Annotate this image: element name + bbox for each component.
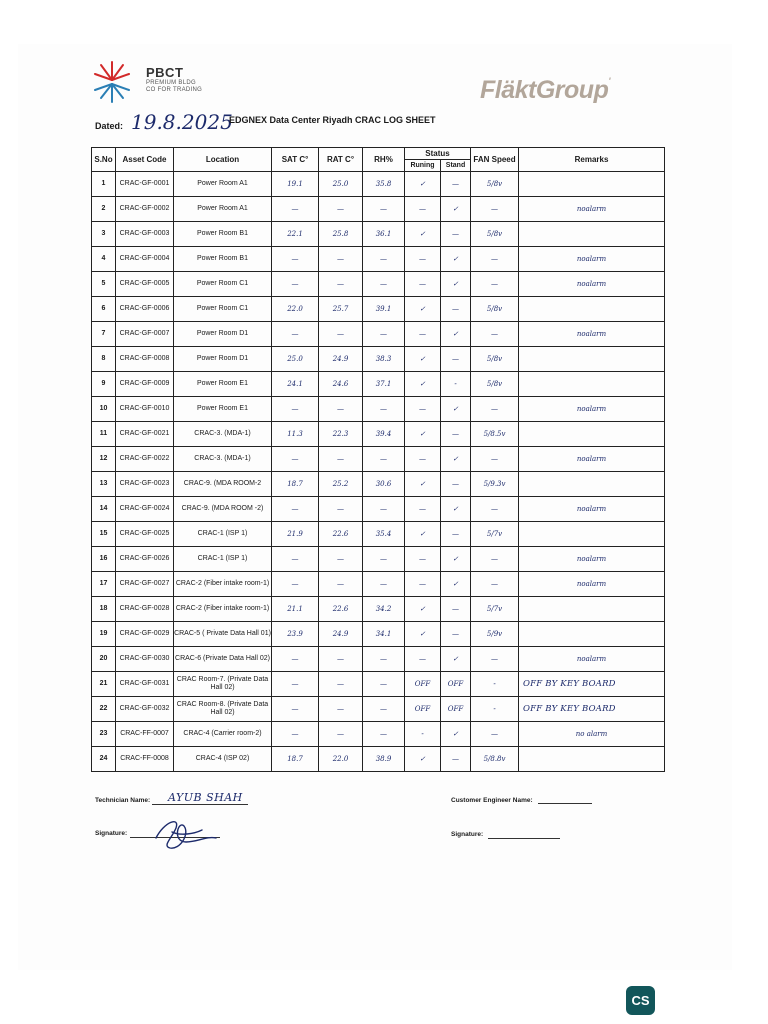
header-location: Location bbox=[174, 148, 272, 172]
cell-remarks bbox=[519, 347, 665, 372]
cell-sat: — bbox=[272, 572, 319, 597]
cell-fan-speed: 5/9v bbox=[471, 622, 519, 647]
cell-asset-code: CRAC-GF-0022 bbox=[116, 447, 174, 472]
cell-asset-code: CRAC-GF-0008 bbox=[116, 347, 174, 372]
cell-sno: 3 bbox=[92, 222, 116, 247]
table-row bbox=[92, 572, 665, 597]
cell-sat: — bbox=[272, 547, 319, 572]
cell-rh: — bbox=[363, 697, 405, 722]
cell-running: ✓ bbox=[405, 297, 441, 322]
cell-location: CRAC-2 (Fiber intake room-1) bbox=[174, 572, 272, 597]
header-running: Runing bbox=[405, 160, 441, 172]
table-row bbox=[92, 597, 665, 622]
cell-fan-speed: 5/8v bbox=[471, 222, 519, 247]
cell-rh: 37.1 bbox=[363, 372, 405, 397]
cell-rat: — bbox=[319, 322, 363, 347]
cell-location: CRAC-4 (Carrier room-2) bbox=[174, 722, 272, 747]
table-row bbox=[92, 497, 665, 522]
cell-sno: 17 bbox=[92, 572, 116, 597]
cell-location: Power Room D1 bbox=[174, 322, 272, 347]
table-row bbox=[92, 422, 665, 447]
cell-sno: 2 bbox=[92, 197, 116, 222]
table-row bbox=[92, 447, 665, 472]
cell-rat: — bbox=[319, 397, 363, 422]
cell-running: — bbox=[405, 572, 441, 597]
customer-engineer-line bbox=[538, 803, 592, 804]
cell-location: Power Room C1 bbox=[174, 272, 272, 297]
cell-stand: — bbox=[441, 747, 471, 772]
cell-stand: ✓ bbox=[441, 322, 471, 347]
table-row bbox=[92, 322, 665, 347]
cell-sno: 5 bbox=[92, 272, 116, 297]
cell-rh: — bbox=[363, 447, 405, 472]
cell-sno: 13 bbox=[92, 472, 116, 497]
cell-remarks: noalarm bbox=[519, 497, 665, 522]
cell-stand: ✓ bbox=[441, 197, 471, 222]
cell-rat: 24.9 bbox=[319, 622, 363, 647]
cell-location: Power Room D1 bbox=[174, 347, 272, 372]
cell-stand: ✓ bbox=[441, 447, 471, 472]
cell-remarks bbox=[519, 622, 665, 647]
cell-fan-speed: — bbox=[471, 647, 519, 672]
cell-sat: 25.0 bbox=[272, 347, 319, 372]
cell-rat: 22.3 bbox=[319, 422, 363, 447]
cell-fan-speed: 5/8.5v bbox=[471, 422, 519, 447]
table-row bbox=[92, 272, 665, 297]
table-row bbox=[92, 697, 665, 722]
cell-sno: 16 bbox=[92, 547, 116, 572]
cell-sat: — bbox=[272, 672, 319, 697]
cell-sno: 22 bbox=[92, 697, 116, 722]
cell-stand: ✓ bbox=[441, 547, 471, 572]
cell-remarks bbox=[519, 597, 665, 622]
technician-name-line bbox=[152, 804, 248, 805]
cell-fan-speed: 5/7v bbox=[471, 597, 519, 622]
cell-rat: 25.2 bbox=[319, 472, 363, 497]
cell-rh: — bbox=[363, 272, 405, 297]
cell-sno: 21 bbox=[92, 672, 116, 697]
cell-stand: - bbox=[441, 372, 471, 397]
technician-signature-label: Signature: bbox=[95, 830, 128, 837]
cell-fan-speed: — bbox=[471, 322, 519, 347]
company-subtitle-2: CO FOR TRADING bbox=[146, 87, 203, 93]
customer-signature-line bbox=[488, 838, 560, 839]
cell-rh: 35.4 bbox=[363, 522, 405, 547]
cell-asset-code: CRAC-GF-0023 bbox=[116, 472, 174, 497]
cell-sno: 4 bbox=[92, 247, 116, 272]
cell-remarks: noalarm bbox=[519, 397, 665, 422]
cell-running: - bbox=[405, 722, 441, 747]
cell-fan-speed: - bbox=[471, 672, 519, 697]
cell-asset-code: CRAC-GF-0003 bbox=[116, 222, 174, 247]
cell-remarks: noalarm bbox=[519, 572, 665, 597]
cell-asset-code: CRAC-GF-0029 bbox=[116, 622, 174, 647]
cell-remarks: noalarm bbox=[519, 447, 665, 472]
cell-location: CRAC-5 ( Private Data Hall 01) bbox=[174, 622, 272, 647]
company-name: PBCT bbox=[146, 65, 184, 80]
cell-running: ✓ bbox=[405, 347, 441, 372]
cell-sat: — bbox=[272, 197, 319, 222]
cell-rh: 36.1 bbox=[363, 222, 405, 247]
sheet-title: EDGNEX Data Center Riyadh CRAC LOG SHEET bbox=[229, 115, 436, 125]
cell-stand: — bbox=[441, 172, 471, 197]
cell-asset-code: CRAC-GF-0010 bbox=[116, 397, 174, 422]
cell-rh: — bbox=[363, 672, 405, 697]
cell-asset-code: CRAC-GF-0027 bbox=[116, 572, 174, 597]
table-row bbox=[92, 397, 665, 422]
cell-rat: — bbox=[319, 247, 363, 272]
cell-fan-speed: — bbox=[471, 397, 519, 422]
table-row bbox=[92, 672, 665, 697]
cell-sno: 10 bbox=[92, 397, 116, 422]
cell-location: CRAC Room-7. (Private Data Hall 02) bbox=[174, 672, 272, 697]
cell-fan-speed: - bbox=[471, 697, 519, 722]
cell-stand: — bbox=[441, 522, 471, 547]
cell-running: — bbox=[405, 397, 441, 422]
technician-signature bbox=[150, 812, 222, 854]
cell-stand: OFF bbox=[441, 697, 471, 722]
cell-rh: 34.2 bbox=[363, 597, 405, 622]
flaktgroup-logo: FläktGroup' bbox=[480, 76, 610, 104]
cell-location: Power Room A1 bbox=[174, 172, 272, 197]
cell-fan-speed: — bbox=[471, 497, 519, 522]
table-header-row bbox=[92, 148, 665, 160]
cell-rat: 22.0 bbox=[319, 747, 363, 772]
cell-location: Power Room E1 bbox=[174, 372, 272, 397]
cell-rh: — bbox=[363, 722, 405, 747]
cell-fan-speed: 5/8.8v bbox=[471, 747, 519, 772]
cell-running: OFF bbox=[405, 672, 441, 697]
cell-stand: ✓ bbox=[441, 397, 471, 422]
cell-fan-speed: 5/8v bbox=[471, 347, 519, 372]
table-row bbox=[92, 522, 665, 547]
cell-location: CRAC-1 (ISP 1) bbox=[174, 522, 272, 547]
cell-asset-code: CRAC-GF-0030 bbox=[116, 647, 174, 672]
cell-stand: ✓ bbox=[441, 722, 471, 747]
header-remarks: Remarks bbox=[519, 148, 665, 172]
cell-rat: — bbox=[319, 497, 363, 522]
cell-sat: — bbox=[272, 272, 319, 297]
cell-stand: — bbox=[441, 472, 471, 497]
cell-location: CRAC-1 (ISP 1) bbox=[174, 547, 272, 572]
cell-fan-speed: 5/7v bbox=[471, 522, 519, 547]
cell-rh: — bbox=[363, 397, 405, 422]
table-row bbox=[92, 297, 665, 322]
cell-asset-code: CRAC-GF-0001 bbox=[116, 172, 174, 197]
cell-remarks: noalarm bbox=[519, 647, 665, 672]
cell-location: CRAC-2 (Fiber intake room-1) bbox=[174, 597, 272, 622]
header-fan-speed: FAN Speed bbox=[471, 148, 519, 172]
cell-location: Power Room A1 bbox=[174, 197, 272, 222]
cell-running: ✓ bbox=[405, 422, 441, 447]
cell-rat: — bbox=[319, 572, 363, 597]
cell-fan-speed: — bbox=[471, 197, 519, 222]
cell-rat: 25.7 bbox=[319, 297, 363, 322]
cell-remarks bbox=[519, 172, 665, 197]
pbct-logo-icon bbox=[92, 60, 132, 104]
cell-rh: 38.3 bbox=[363, 347, 405, 372]
cell-stand: — bbox=[441, 422, 471, 447]
cell-rat: 24.9 bbox=[319, 347, 363, 372]
cell-remarks bbox=[519, 372, 665, 397]
cell-sno: 14 bbox=[92, 497, 116, 522]
cell-sat: 24.1 bbox=[272, 372, 319, 397]
table-row bbox=[92, 347, 665, 372]
cell-asset-code: CRAC-GF-0007 bbox=[116, 322, 174, 347]
cell-asset-code: CRAC-GF-0026 bbox=[116, 547, 174, 572]
table-row bbox=[92, 622, 665, 647]
cell-location: CRAC-4 (ISP 02) bbox=[174, 747, 272, 772]
cell-stand: — bbox=[441, 297, 471, 322]
cell-rh: 39.4 bbox=[363, 422, 405, 447]
cell-rh: 30.6 bbox=[363, 472, 405, 497]
cell-running: OFF bbox=[405, 697, 441, 722]
technician-name-label: Technician Name: bbox=[95, 797, 151, 804]
cell-stand: ✓ bbox=[441, 647, 471, 672]
cell-remarks: noalarm bbox=[519, 197, 665, 222]
header-stand: Stand bbox=[441, 160, 471, 172]
cell-sno: 8 bbox=[92, 347, 116, 372]
table-row bbox=[92, 722, 665, 747]
customer-signature-label: Signature: bbox=[451, 831, 484, 838]
cell-running: — bbox=[405, 247, 441, 272]
header-sat: SAT C° bbox=[272, 148, 319, 172]
customer-engineer-label: Customer Engineer Name: bbox=[451, 797, 533, 804]
cell-stand: — bbox=[441, 622, 471, 647]
cell-sat: 18.7 bbox=[272, 747, 319, 772]
cell-fan-speed: 5/9.3v bbox=[471, 472, 519, 497]
cell-location: Power Room B1 bbox=[174, 247, 272, 272]
dated-value: 19.8.2025 bbox=[131, 110, 233, 134]
cell-running: ✓ bbox=[405, 372, 441, 397]
cell-rat: — bbox=[319, 447, 363, 472]
cell-running: — bbox=[405, 497, 441, 522]
cell-remarks: OFF BY KEY BOARD bbox=[519, 697, 665, 722]
cell-asset-code: CRAC-FF-0007 bbox=[116, 722, 174, 747]
cell-sat: — bbox=[272, 247, 319, 272]
header-sno: S.No bbox=[92, 148, 116, 172]
dated-label: Dated: bbox=[95, 121, 124, 131]
cell-remarks: no alarm bbox=[519, 722, 665, 747]
cell-remarks bbox=[519, 747, 665, 772]
cell-location: CRAC Room-8. (Private Data Hall 02) bbox=[174, 697, 272, 722]
cell-asset-code: CRAC-GF-0025 bbox=[116, 522, 174, 547]
table-row bbox=[92, 647, 665, 672]
cell-location: Power Room B1 bbox=[174, 222, 272, 247]
cell-rat: 25.0 bbox=[319, 172, 363, 197]
table-row bbox=[92, 222, 665, 247]
cell-location: CRAC-3. (MDA-1) bbox=[174, 447, 272, 472]
cell-stand: — bbox=[441, 347, 471, 372]
cell-asset-code: CRAC-GF-0004 bbox=[116, 247, 174, 272]
cell-rat: — bbox=[319, 547, 363, 572]
cell-fan-speed: 5/8v bbox=[471, 172, 519, 197]
cell-rh: — bbox=[363, 547, 405, 572]
cell-sat: 22.1 bbox=[272, 222, 319, 247]
table-row bbox=[92, 197, 665, 222]
cell-sat: 22.0 bbox=[272, 297, 319, 322]
cell-asset-code: CRAC-GF-0031 bbox=[116, 672, 174, 697]
table-row bbox=[92, 747, 665, 772]
cell-rat: 22.6 bbox=[319, 597, 363, 622]
table-row bbox=[92, 547, 665, 572]
crac-log-table bbox=[91, 147, 665, 772]
cell-rat: 25.8 bbox=[319, 222, 363, 247]
cell-fan-speed: 5/8v bbox=[471, 372, 519, 397]
cell-running: ✓ bbox=[405, 172, 441, 197]
cell-sno: 18 bbox=[92, 597, 116, 622]
cell-stand: ✓ bbox=[441, 497, 471, 522]
cell-fan-speed: — bbox=[471, 247, 519, 272]
header-status: Status bbox=[405, 148, 471, 160]
cell-sno: 12 bbox=[92, 447, 116, 472]
cell-rh: — bbox=[363, 197, 405, 222]
cell-remarks: noalarm bbox=[519, 272, 665, 297]
cell-running: — bbox=[405, 197, 441, 222]
cell-stand: ✓ bbox=[441, 272, 471, 297]
cell-running: — bbox=[405, 322, 441, 347]
technician-name-value: AYUB SHAH bbox=[168, 791, 243, 804]
cell-sat: — bbox=[272, 697, 319, 722]
cell-rh: — bbox=[363, 647, 405, 672]
cell-rh: — bbox=[363, 322, 405, 347]
cell-running: — bbox=[405, 272, 441, 297]
cell-sno: 1 bbox=[92, 172, 116, 197]
cell-running: — bbox=[405, 447, 441, 472]
cell-asset-code: CRAC-GF-0024 bbox=[116, 497, 174, 522]
cell-running: ✓ bbox=[405, 222, 441, 247]
cell-remarks bbox=[519, 472, 665, 497]
cell-sat: — bbox=[272, 497, 319, 522]
cell-rh: — bbox=[363, 247, 405, 272]
cell-location: CRAC-6 (Private Data Hall 02) bbox=[174, 647, 272, 672]
cell-rat: 24.6 bbox=[319, 372, 363, 397]
table-row bbox=[92, 372, 665, 397]
cell-remarks bbox=[519, 522, 665, 547]
cell-remarks: noalarm bbox=[519, 547, 665, 572]
cell-sno: 24 bbox=[92, 747, 116, 772]
cell-rat: — bbox=[319, 672, 363, 697]
cell-sno: 20 bbox=[92, 647, 116, 672]
cell-remarks bbox=[519, 222, 665, 247]
cell-sno: 23 bbox=[92, 722, 116, 747]
cell-fan-speed: — bbox=[471, 572, 519, 597]
cell-location: Power Room C1 bbox=[174, 297, 272, 322]
cell-rat: — bbox=[319, 647, 363, 672]
cell-sat: 19.1 bbox=[272, 172, 319, 197]
cell-stand: ✓ bbox=[441, 247, 471, 272]
cell-asset-code: CRAC-GF-0021 bbox=[116, 422, 174, 447]
cell-fan-speed: — bbox=[471, 447, 519, 472]
cell-running: ✓ bbox=[405, 522, 441, 547]
cell-rh: — bbox=[363, 572, 405, 597]
cell-rh: 35.8 bbox=[363, 172, 405, 197]
company-subtitle-1: PREMIUM BLDG bbox=[146, 80, 196, 86]
cell-sno: 19 bbox=[92, 622, 116, 647]
cell-location: CRAC-3. (MDA-1) bbox=[174, 422, 272, 447]
cell-running: ✓ bbox=[405, 747, 441, 772]
table-row bbox=[92, 247, 665, 272]
cell-rat: — bbox=[319, 697, 363, 722]
cell-rat: — bbox=[319, 722, 363, 747]
cell-stand: ✓ bbox=[441, 572, 471, 597]
cell-sat: — bbox=[272, 322, 319, 347]
cell-sat: — bbox=[272, 447, 319, 472]
cell-sat: — bbox=[272, 647, 319, 672]
cell-fan-speed: — bbox=[471, 722, 519, 747]
cell-sno: 11 bbox=[92, 422, 116, 447]
cell-rh: 34.1 bbox=[363, 622, 405, 647]
cell-asset-code: CRAC-GF-0009 bbox=[116, 372, 174, 397]
header-asset-code: Asset Code bbox=[116, 148, 174, 172]
cell-sat: 11.3 bbox=[272, 422, 319, 447]
cell-fan-speed: — bbox=[471, 272, 519, 297]
cell-fan-speed: — bbox=[471, 547, 519, 572]
table-row bbox=[92, 172, 665, 197]
cell-sat: 23.9 bbox=[272, 622, 319, 647]
cell-remarks: OFF BY KEY BOARD bbox=[519, 672, 665, 697]
cell-stand: OFF bbox=[441, 672, 471, 697]
cell-asset-code: CRAC-GF-0005 bbox=[116, 272, 174, 297]
cell-sno: 6 bbox=[92, 297, 116, 322]
cell-sno: 9 bbox=[92, 372, 116, 397]
cell-running: ✓ bbox=[405, 597, 441, 622]
cell-sno: 15 bbox=[92, 522, 116, 547]
cell-stand: — bbox=[441, 597, 471, 622]
cell-sat: 18.7 bbox=[272, 472, 319, 497]
cell-sat: 21.9 bbox=[272, 522, 319, 547]
cell-sat: 21.1 bbox=[272, 597, 319, 622]
cell-rh: 38.9 bbox=[363, 747, 405, 772]
header-rh: RH% bbox=[363, 148, 405, 172]
cell-sno: 7 bbox=[92, 322, 116, 347]
table-row bbox=[92, 472, 665, 497]
cell-location: Power Room E1 bbox=[174, 397, 272, 422]
cell-asset-code: CRAC-FF-0008 bbox=[116, 747, 174, 772]
cell-location: CRAC-9. (MDA ROOM -2) bbox=[174, 497, 272, 522]
cell-fan-speed: 5/8v bbox=[471, 297, 519, 322]
cell-remarks bbox=[519, 422, 665, 447]
cell-running: — bbox=[405, 647, 441, 672]
cell-running: ✓ bbox=[405, 622, 441, 647]
cell-sat: — bbox=[272, 722, 319, 747]
cell-asset-code: CRAC-GF-0028 bbox=[116, 597, 174, 622]
cell-rat: — bbox=[319, 272, 363, 297]
header-rat: RAT C° bbox=[319, 148, 363, 172]
cell-remarks: noalarm bbox=[519, 322, 665, 347]
cell-rh: — bbox=[363, 497, 405, 522]
pbct-company-block bbox=[146, 66, 202, 94]
cell-stand: — bbox=[441, 222, 471, 247]
table-body bbox=[92, 172, 665, 772]
cell-asset-code: CRAC-GF-0002 bbox=[116, 197, 174, 222]
cell-rat: 22.6 bbox=[319, 522, 363, 547]
cell-running: — bbox=[405, 547, 441, 572]
cell-asset-code: CRAC-GF-0006 bbox=[116, 297, 174, 322]
cell-running: ✓ bbox=[405, 472, 441, 497]
cell-remarks: noalarm bbox=[519, 247, 665, 272]
cell-sat: — bbox=[272, 397, 319, 422]
cell-asset-code: CRAC-GF-0032 bbox=[116, 697, 174, 722]
cell-remarks bbox=[519, 297, 665, 322]
cell-rh: 39.1 bbox=[363, 297, 405, 322]
cell-location: CRAC-9. (MDA ROOM-2 bbox=[174, 472, 272, 497]
camscanner-badge: CS bbox=[626, 986, 655, 1015]
cell-rat: — bbox=[319, 197, 363, 222]
